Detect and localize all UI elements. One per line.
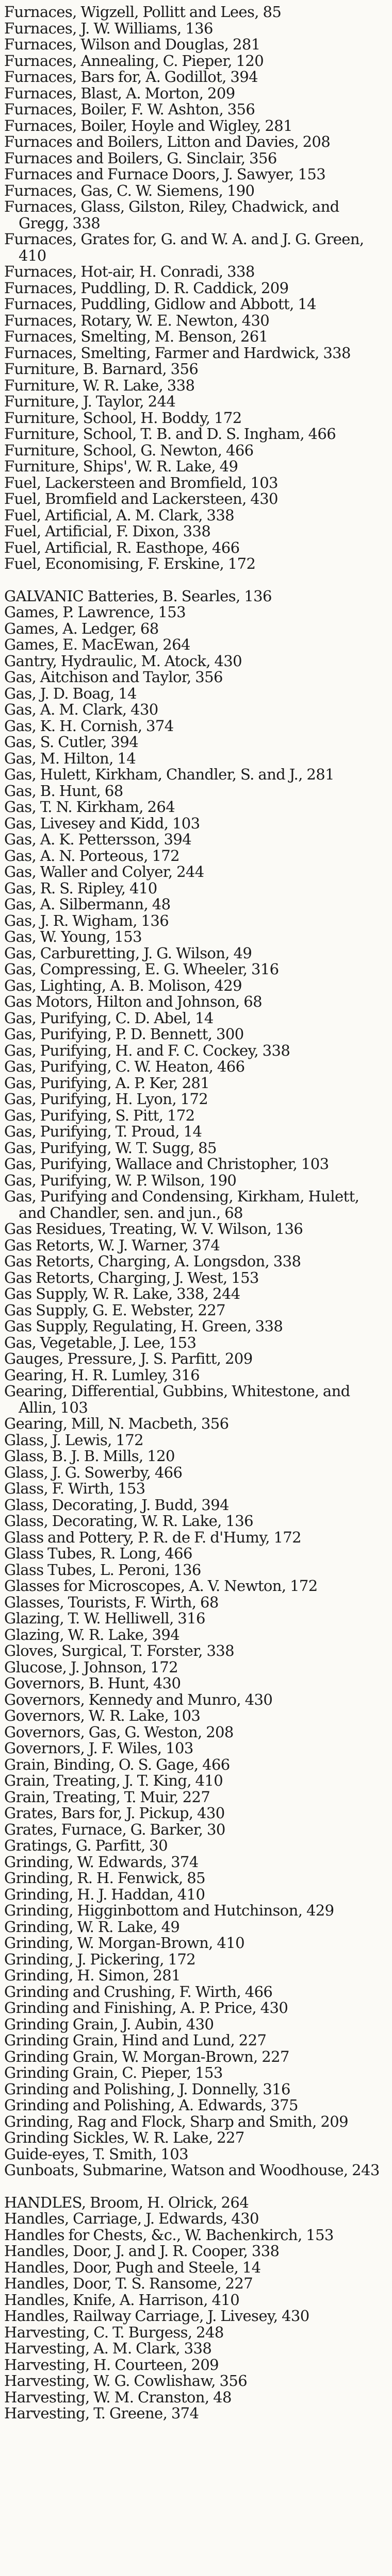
index-entry-text: Furniture, School, G. Newton, 466: [4, 441, 254, 459]
index-entry-text: Gas, T. N. Kirkham, 264: [4, 798, 175, 816]
index-entry: [4, 2195, 387, 2211]
index-entry: [4, 410, 387, 427]
index-entry-text: Harvesting, C. T. Burgess, 248: [4, 2323, 224, 2341]
index-entry: [4, 1124, 387, 1140]
index-entry: [4, 1367, 387, 1384]
index-entry-text: Furnaces, Annealing, C. Pieper, 120: [4, 52, 264, 70]
index-entry-text: Furnaces and Boilers, Litton and Davies, 208: [4, 133, 331, 150]
index-entry: [4, 1789, 387, 1806]
index-entry: [4, 1335, 387, 1351]
index-entry-text: Fuel, Artificial, R. Easthope, 466: [4, 538, 240, 556]
index-entry-text: Games, A. Ledger, 68: [4, 619, 159, 637]
index-entry-text: Governors, J. F. Wiles, 103: [4, 1739, 193, 1757]
index-entry-text: Furnaces, Glass, Gilston, Riley, Chadwick, and Gregg, 338: [4, 198, 339, 232]
index-entry-text: Guide-eyes, T. Smith, 103: [4, 2145, 188, 2163]
index-entry-text: Fuel, Economising, F. Erskine, 172: [4, 555, 256, 572]
index-entry: [4, 459, 387, 475]
index-entry-text: Furniture, School, T. B. and D. S. Ingham, 466: [4, 425, 336, 443]
index-entry-text: Gas, Purifying, H. and F. C. Cockey, 338: [4, 1041, 290, 1059]
index-entry-text: GALVANIC Batteries, B. Searles, 136: [4, 587, 272, 605]
index-entry-text: Gas, Vegetable, J. Lee, 153: [4, 1333, 197, 1351]
index-entry: [4, 880, 387, 897]
index-entry: [4, 1952, 387, 1968]
index-entry-text: Gas, Purifying, Wallace and Christopher, 103: [4, 1155, 329, 1173]
index-entry-text: Gas Supply, Regulating, H. Green, 338: [4, 1317, 283, 1335]
index-entry: [4, 1740, 387, 1757]
index-entry-text: Gas, Purifying, C. D. Abel, 14: [4, 1009, 214, 1027]
index-entry-text: Grinding, W. Edwards, 374: [4, 1853, 199, 1871]
index-entry: [4, 1805, 387, 1822]
index-entry: [4, 994, 387, 1010]
index-entry: [4, 1838, 387, 1854]
index-entry-text: Glass, B. J. B. Mills, 120: [4, 1447, 175, 1465]
index-entry: [4, 1432, 387, 1449]
index-entry: [4, 1757, 387, 1773]
index-entry-text: Gas, M. Hilton, 14: [4, 749, 136, 767]
index-entry-text: Grinding and Polishing, A. Edwards, 375: [4, 2096, 298, 2114]
index-entry: [4, 1221, 387, 1238]
index-entry-text: Gas, Purifying, W. P. Wilson, 190: [4, 1171, 237, 1189]
index-entry-text: Grinding and Finishing, A. P. Price, 430: [4, 1999, 288, 2016]
index-entry-text: Gloves, Surgical, T. Forster, 338: [4, 1642, 234, 1659]
index-entry: [4, 1822, 387, 1838]
index-entry: [4, 1091, 387, 1108]
index-entry: [4, 231, 387, 264]
index-entry-text: Glazing, T. W. Helliwell, 316: [4, 1609, 205, 1627]
index-entry: [4, 21, 387, 37]
index-entry-text: Grinding, J. Pickering, 172: [4, 1950, 196, 1968]
index-entry-text: Grinding, Higginbottom and Hutchinson, 429: [4, 1902, 334, 1919]
index-entry-text: Gas Residues, Treating, W. V. Wilson, 136: [4, 1220, 303, 1238]
index-entry: [4, 1497, 387, 1514]
index-entry-text: Gas Supply, W. R. Lake, 338, 244: [4, 1285, 240, 1302]
index-entry: [4, 1059, 387, 1075]
index-entry: [4, 929, 387, 945]
index-entry: [4, 848, 387, 865]
index-entry: [4, 475, 387, 492]
index-entry-text: Glass, Decorating, J. Budd, 394: [4, 1496, 229, 1514]
index-entry: [4, 1253, 387, 1270]
index-entry: [4, 734, 387, 751]
index-entry: [4, 2357, 387, 2374]
index-entry-text: Grinding Grain, Hind and Lund, 227: [4, 2031, 267, 2049]
index-entry-text: Furnaces, Gas, C. W. Siemens, 190: [4, 181, 255, 199]
index-entry: [4, 134, 387, 150]
index-entry: [4, 2308, 387, 2325]
index-entry: [4, 1611, 387, 1627]
index-entry-text: Furnaces, Boiler, F. W. Ashton, 356: [4, 100, 255, 118]
index-entry-text: Gas, Livesey and Kidd, 103: [4, 814, 200, 832]
index-entry-text: Gas, Purifying and Condensing, Kirkham, Hulett, and Chandler, sen. and jun., 68: [4, 1188, 360, 1222]
index-entry-text: Glazing, W. R. Lake, 394: [4, 1625, 180, 1643]
index-entry: [4, 653, 387, 670]
index-entry-text: Grinding, R. H. Fenwick, 85: [4, 1869, 205, 1887]
index-entry: [4, 1238, 387, 1254]
index-entry: [4, 1140, 387, 1157]
index-entry: [4, 296, 387, 313]
index-entry-text: Gas, W. Young, 153: [4, 928, 142, 945]
index-entry: [4, 443, 387, 459]
index-entry-text: Harvesting, T. Greene, 374: [4, 2404, 199, 2422]
index-entry-text: Gas, Purifying, P. D. Bennett, 300: [4, 1025, 244, 1043]
index-entry: [4, 751, 387, 767]
index-entry-text: Grain, Treating, J. T. King, 410: [4, 1772, 223, 1789]
index-entry: [4, 199, 387, 231]
index-entry: [4, 2065, 387, 2081]
index-entry: [4, 1156, 387, 1173]
index-entry: [4, 540, 387, 556]
index-entry-text: Gearing, H. R. Lumley, 316: [4, 1366, 200, 1384]
index-entry-text: Grinding Grain, J. Aubin, 430: [4, 2015, 214, 2033]
index-entry: [4, 1530, 387, 1546]
index-entry-text: Grinding, W. R. Lake, 49: [4, 1918, 180, 1936]
index-entry: [4, 166, 387, 183]
index-entry-text: Furnaces, Smelting, Farmer and Hardwick, 338: [4, 344, 351, 362]
index-entry: [4, 1546, 387, 1562]
index-entry-text: Gas, Purifying, W. T. Sugg, 85: [4, 1139, 217, 1157]
index-entry-text: Handles, Knife, A. Harrison, 410: [4, 2291, 240, 2309]
index-entry: [4, 621, 387, 637]
index-entry-text: Furniture, B. Barnard, 356: [4, 360, 199, 378]
index-entry: [4, 1919, 387, 1936]
index-entry-text: Grates, Bars for, J. Pickup, 430: [4, 1804, 225, 1822]
index-entry-text: Harvesting, W. G. Cowlishaw, 356: [4, 2372, 248, 2389]
index-entry: [4, 799, 387, 816]
index-entry-text: Gas, Purifying, T. Proud, 14: [4, 1123, 202, 1140]
index-entry: [4, 1578, 387, 1595]
index-entry-text: Gas Retorts, Charging, J. West, 153: [4, 1268, 259, 1286]
index-entry-text: Gas, Purifying, A. P. Ker, 281: [4, 1074, 210, 1092]
index-entry: [4, 1692, 387, 1708]
index-entry-text: Glasses, Tourists, F. Wirth, 68: [4, 1593, 219, 1611]
index-entry-text: Gauges, Pressure, J. S. Parfitt, 209: [4, 1350, 253, 1367]
index-entry-text: Gas, Lighting, A. B. Molison, 429: [4, 976, 242, 994]
index-entry: [4, 101, 387, 118]
index-entry-text: Gas Retorts, W. J. Warner, 374: [4, 1236, 220, 1254]
index-entry-text: Gas Retorts, Charging, A. Longsdon, 338: [4, 1252, 301, 1270]
index-entry: [4, 1318, 387, 1335]
index-entry: [4, 896, 387, 913]
index-entry-text: Grinding Sickles, W. R. Lake, 227: [4, 2129, 244, 2146]
index-entry-text: Furnaces, Wilson and Douglas, 281: [4, 36, 260, 53]
index-entry-text: Furnaces, Smelting, M. Benson, 261: [4, 328, 268, 345]
index-entry: [4, 150, 387, 167]
index-entry: [4, 783, 387, 800]
index-entry: [4, 345, 387, 362]
index-entry-text: Furnaces, Blast, A. Morton, 209: [4, 84, 235, 102]
index-entry-text: Fuel, Bromfield and Lackersteen, 430: [4, 490, 278, 507]
index-entry: [4, 1513, 387, 1530]
index-entry: [4, 53, 387, 70]
index-entry-list: [4, 4, 387, 2422]
index-entry-text: Grinding Grain, W. Morgan-Brown, 227: [4, 2047, 289, 2065]
index-entry-text: Gas, A. Silbermann, 48: [4, 895, 171, 913]
index-entry: [4, 961, 387, 978]
index-entry: [4, 2325, 387, 2341]
index-entry: [4, 1448, 387, 1465]
index-entry-text: Furnaces, Puddling, Gidlow and Abbott, 14: [4, 295, 317, 313]
index-entry-text: Glass, F. Wirth, 153: [4, 1480, 145, 1497]
index-entry: [4, 1984, 387, 2001]
index-entry-text: Furniture, Ships', W. R. Lake, 49: [4, 457, 238, 475]
index-entry: [4, 1302, 387, 1319]
index-entry: [4, 588, 387, 605]
index-entry-text: Grinding, H. J. Haddan, 410: [4, 1885, 205, 1903]
index-entry-text: Grinding, Rag and Flock, Sharp and Smith, 209: [4, 2112, 348, 2130]
index-entry: [4, 523, 387, 540]
index-entry: [4, 816, 387, 832]
index-entry-text: Glucose, J. Johnson, 172: [4, 1658, 178, 1676]
index-entry: [4, 2016, 387, 2033]
index-entry-text: Grinding, W. Morgan-Brown, 410: [4, 1934, 244, 1952]
index-entry-text: Fuel, Lackerstеen and Bromfield, 103: [4, 473, 278, 492]
index-entry: [4, 1075, 387, 1092]
index-entry-text: Governors, B. Hunt, 430: [4, 1674, 181, 1692]
index-entry-text: Gunboats, Submarine, Watson and Woodhouse, 243: [4, 2161, 380, 2179]
index-entry: [4, 1286, 387, 1302]
index-entry: [4, 313, 387, 329]
index-entry-text: Gas, J. D. Boag, 14: [4, 684, 137, 702]
index-entry: [4, 1595, 387, 1611]
index-entry-text: Gas, Hulett, Kirkham, Chandler, S. and J., 281: [4, 766, 334, 783]
index-entry: [4, 1724, 387, 1741]
index-entry: [4, 86, 387, 102]
index-entry: [4, 183, 387, 199]
index-entry: [4, 2049, 387, 2065]
index-entry: [4, 1189, 387, 1221]
index-entry-text: Harvesting, H. Courteen, 209: [4, 2355, 219, 2374]
index-entry-text: Glasses for Microscopes, A. V. Newton, 172: [4, 1577, 318, 1595]
index-entry-text: Gas, K. H. Cornish, 374: [4, 717, 174, 735]
index-entry-text: Furniture, W. R. Lake, 338: [4, 376, 195, 394]
index-entry: [4, 2292, 387, 2309]
index-entry: [4, 1643, 387, 1659]
index-entry: [4, 1562, 387, 1579]
index-entry: [4, 2032, 387, 2049]
index-entry-text: Gas, Waller and Colyer, 244: [4, 863, 204, 880]
index-entry: [4, 118, 387, 134]
index-entry-text: Gas, Purifying, H. Lyon, 172: [4, 1090, 208, 1108]
index-entry: [4, 1010, 387, 1027]
index-entry: [4, 1854, 387, 1871]
index-entry: [4, 2227, 387, 2244]
index-entry: [4, 378, 387, 394]
index-entry-text: Grinding and Polishing, J. Donnelly, 316: [4, 2080, 290, 2098]
index-entry-text: Handles for Chests, &c., W. Bachenkirch, 153: [4, 2226, 334, 2244]
index-entry: [4, 1627, 387, 1643]
index-entry-text: Glass, J. Lewis, 172: [4, 1431, 143, 1449]
index-entry-text: HANDLES, Broom, H. Olrick, 264: [4, 2193, 249, 2211]
index-entry: [4, 1043, 387, 1059]
index-entry-text: Gas, S. Cutler, 394: [4, 733, 139, 751]
index-entry: [4, 2341, 387, 2357]
index-entry: [4, 2000, 387, 2016]
index-entry: [4, 2114, 387, 2130]
index-entry-text: Furnaces and Boilers, G. Sinclair, 356: [4, 149, 277, 167]
index-entry: [4, 1708, 387, 1724]
index-entry-text: Gas, Purifying, C. W. Heaton, 466: [4, 1058, 245, 1075]
index-entry-text: Grinding and Crushing, F. Wirth, 466: [4, 1982, 273, 2001]
index-entry: [4, 2276, 387, 2292]
index-entry-text: Glass, Decorating, W. R. Lake, 136: [4, 1512, 253, 1530]
index-entry-text: Handles, Door, J. and J. R. Cooper, 338: [4, 2242, 280, 2260]
index-entry-text: Furnaces, Rotary, W. E. Newton, 430: [4, 311, 270, 329]
index-entry: [4, 491, 387, 507]
index-entry-text: Gantry, Hydraulic, M. Atock, 430: [4, 652, 242, 670]
index-entry: [4, 329, 387, 345]
index-entry-text: Grates, Furnace, G. Barker, 30: [4, 1820, 225, 1838]
index-entry: [4, 1383, 387, 1416]
index-entry-text: Furniture, School, H. Boddy, 172: [4, 409, 242, 427]
index-entry: [4, 913, 387, 929]
index-entry-text: Games, P. Lawrence, 153: [4, 603, 186, 621]
index-entry-text: Grain, Treating, T. Muir, 227: [4, 1788, 210, 1806]
index-entry-text: Handles, Railway Carriage, J. Livesey, 430: [4, 2307, 309, 2325]
index-entry-text: Fuel, Artificial, A. M. Clark, 338: [4, 506, 235, 524]
index-entry-text: Gas, B. Hunt, 68: [4, 782, 123, 800]
index-entry: [4, 2405, 387, 2422]
index-entry: [4, 2130, 387, 2146]
index-entry: [4, 280, 387, 297]
index-entry-text: Glass, J. G. Sowerby, 466: [4, 1463, 183, 1481]
index-entry-text: Gas, Aitchison and Taylor, 356: [4, 668, 223, 686]
index-entry-text: Furnaces, Bars for, A. Godillot, 394: [4, 68, 258, 86]
index-entry: [4, 604, 387, 621]
index-entry-text: Grinding Grain, C. Pieper, 153: [4, 2064, 223, 2081]
index-entry-text: Governors, W. R. Lake, 103: [4, 1707, 201, 1724]
section-gap: [4, 2179, 387, 2195]
index-entry: [4, 2243, 387, 2260]
index-entry-text: Grinding, H. Simon, 281: [4, 1967, 181, 1984]
index-entry: [4, 2211, 387, 2227]
index-entry: [4, 264, 387, 280]
index-entry-text: Furnaces, Puddling, D. R. Caddick, 209: [4, 279, 289, 297]
index-entry-text: Furnaces, Boiler, Hoyle and Wigley, 281: [4, 116, 292, 134]
index-entry-text: Handles, Door, Pugh and Steele, 14: [4, 2258, 261, 2276]
index-entry: [4, 702, 387, 718]
index-entry-text: Gas, R. S. Ripley, 410: [4, 879, 157, 897]
index-entry: [4, 945, 387, 962]
index-entry-text: Furnaces, Wigzell, Pollitt and Lees, 85: [4, 3, 282, 21]
index-entry: [4, 2146, 387, 2163]
index-entry: [4, 718, 387, 735]
index-entry: [4, 1465, 387, 1481]
index-entry-text: Gas, Carburetting, J. G. Wilson, 49: [4, 944, 252, 962]
index-entry-text: Gas, A. N. Porteous, 172: [4, 846, 179, 865]
index-entry-text: Gas Motors, Hilton and Johnson, 68: [4, 993, 262, 1010]
index-entry: [4, 2389, 387, 2406]
index-entry: [4, 1659, 387, 1676]
index-entry: [4, 37, 387, 53]
index-entry-text: Gas Supply, G. E. Webster, 227: [4, 1301, 225, 1319]
index-entry: [4, 2260, 387, 2276]
index-entry-text: Gearing, Mill, N. Macbeth, 356: [4, 1415, 229, 1432]
index-entry-text: Grain, Binding, O. S. Gage, 466: [4, 1755, 230, 1773]
index-entry-text: Gas, Compressing, E. G. Wheeler, 316: [4, 960, 279, 978]
index-entry: [4, 2162, 387, 2179]
index-entry-text: Furnaces, J. W. Williams, 136: [4, 19, 213, 37]
index-entry: [4, 686, 387, 702]
index-entry: [4, 832, 387, 848]
index-entry: [4, 426, 387, 443]
index-entry: [4, 864, 387, 880]
index-entry: [4, 767, 387, 783]
index-entry: [4, 1887, 387, 1903]
index-entry-text: Harvesting, A. M. Clark, 338: [4, 2340, 212, 2357]
index-entry: [4, 2097, 387, 2114]
index-entry-text: Governors, Gas, G. Weston, 208: [4, 1723, 234, 1741]
index-entry: [4, 2081, 387, 2098]
index-entry: [4, 361, 387, 378]
index-entry-text: Governors, Kennedy and Munro, 430: [4, 1690, 273, 1708]
index-entry-text: Gratings, G. Parfitt, 30: [4, 1837, 168, 1854]
index-entry-text: Gas, A. M. Clark, 430: [4, 701, 158, 718]
index-entry-text: Glass Tubes, L. Peroni, 136: [4, 1561, 201, 1579]
index-entry: [4, 1675, 387, 1692]
index-entry: [4, 1270, 387, 1286]
index-entry: [4, 69, 387, 86]
section-gap: [4, 572, 387, 588]
index-entry: [4, 556, 387, 572]
index-entry: [4, 394, 387, 410]
index-entry-text: Gearing, Differential, Gubbins, Whitestone, and Allin, 103: [4, 1382, 350, 1416]
index-entry-text: Gas, A. K. Pettersson, 394: [4, 831, 192, 848]
index-entry-text: Glass and Pottery, P. R. de F. d'Humy, 172: [4, 1528, 302, 1546]
index-entry-text: Gas, J. R. Wigham, 136: [4, 911, 169, 929]
index-entry: [4, 507, 387, 524]
index-entry: [4, 637, 387, 653]
index-entry-text: Furnaces, Hot-air, H. Conradi, 338: [4, 263, 255, 280]
index-entry-text: Glass Tubes, R. Long, 466: [4, 1545, 192, 1562]
index-entry: [4, 1108, 387, 1124]
index-entry: [4, 1351, 387, 1367]
index-entry: [4, 1968, 387, 1984]
index-entry: [4, 1773, 387, 1789]
index-entry-text: Fuel, Artificial, F. Dixon, 338: [4, 522, 211, 540]
index-entry: [4, 669, 387, 686]
index-entry: [4, 1173, 387, 1189]
index-entry-text: Games, E. MacEwan, 264: [4, 636, 190, 653]
index-entry-text: Furnaces, Grates for, G. and W. A. and J. G. Green, 410: [4, 230, 364, 264]
index-entry: [4, 1026, 387, 1043]
index-entry-text: Handles, Carriage, J. Edwards, 430: [4, 2210, 259, 2227]
index-entry-text: Handles, Door, T. S. Ransome, 227: [4, 2275, 253, 2292]
index-entry: [4, 1481, 387, 1497]
index-entry: [4, 2373, 387, 2389]
index-entry-text: Furnaces and Furnace Doors, J. Sawyer, 153: [4, 165, 326, 183]
index-entry: [4, 1903, 387, 1919]
index-entry: [4, 1416, 387, 1432]
index-entry: [4, 1935, 387, 1952]
index-entry: [4, 978, 387, 994]
index-entry: [4, 4, 387, 21]
index-entry: [4, 1870, 387, 1887]
index-entry-text: Furniture, J. Taylor, 244: [4, 393, 176, 410]
index-entry-text: Harvesting, W. M. Cranston, 48: [4, 2388, 232, 2406]
index-entry-text: Gas, Purifying, S. Pitt, 172: [4, 1106, 195, 1124]
